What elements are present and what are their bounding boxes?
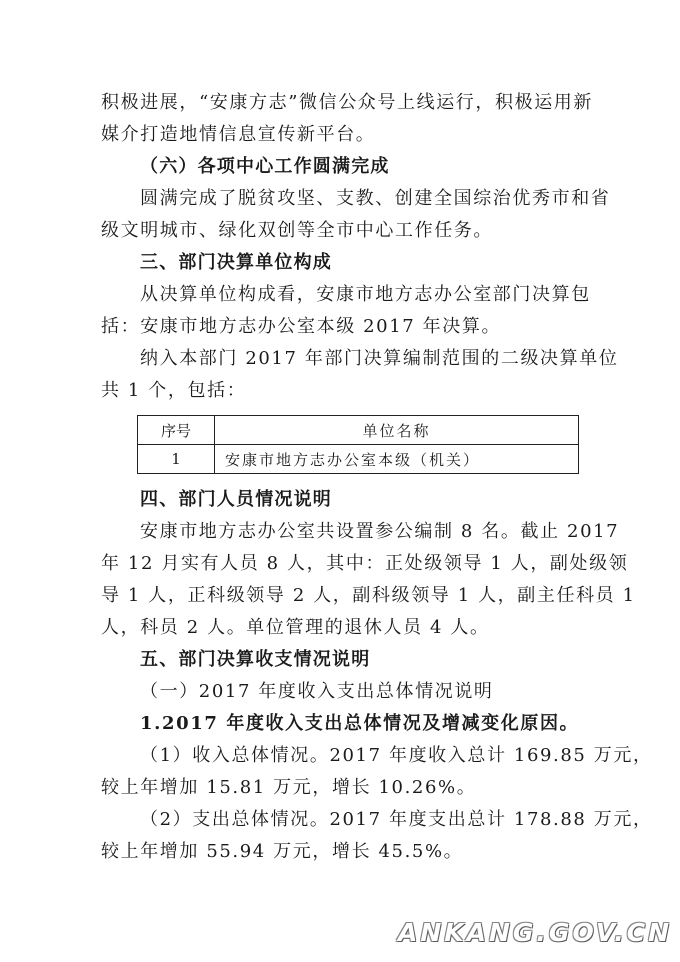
paragraph-line: 导 1 人，正科级领导 2 人，副科级领导 1 人，副主任科员 1	[101, 585, 636, 606]
paragraph-line: 从决算单位构成看，安康市地方志办公室部门决算包	[140, 284, 591, 305]
section-heading: 五、部门决算收支情况说明	[140, 649, 371, 670]
paragraph-line: 媒介打造地情信息宣传新平台。	[101, 124, 376, 145]
subsection-title: 1.2017 年度收入支出总体情况及增减变化原因。	[140, 713, 580, 734]
paragraph-line: 圆满完成了脱贫攻坚、支教、创建全国综治优秀市和省	[140, 188, 611, 209]
paragraph-line: 纳入本部门 2017 年部门决算编制范围的二级决算单位	[140, 348, 619, 369]
cell-unit-name: 安康市地方志办公室本级（机关）	[215, 445, 579, 474]
section-heading: （六）各项中心工作圆满完成	[140, 156, 390, 177]
paragraph-line: 较上年增加 15.81 万元，增长 10.26%。	[101, 777, 477, 798]
paragraph-line: 共 1 个，包括：	[101, 380, 247, 401]
paragraph-line: （2）支出总体情况。2017 年度支出总计 178.88 万元，	[140, 809, 653, 830]
units-table	[137, 415, 579, 474]
cell-serial: 1	[138, 445, 215, 474]
paragraph-line: 人，科员 2 人。单位管理的退休人员 4 人。	[101, 617, 490, 638]
paragraph-line: 较上年增加 55.94 万元，增长 45.5%。	[101, 841, 464, 862]
section-heading: 三、部门决算单位构成	[140, 252, 332, 273]
paragraph-line: 括：安康市地方志办公室本级 2017 年决算。	[101, 316, 502, 337]
section-heading: 四、部门人员情况说明	[140, 489, 332, 510]
header-unit-name: 单位名称	[215, 416, 579, 445]
table-header-row	[138, 416, 579, 445]
header-serial: 序号	[138, 416, 215, 445]
paragraph-line: 积极进展，“安康方志”微信公众号上线运行，积极运用新	[101, 92, 594, 113]
subsection-heading: （一）2017 年度收入支出总体情况说明	[140, 681, 494, 702]
paragraph-line: 安康市地方志办公室共设置参公编制 8 名。截止 2017	[140, 521, 620, 542]
paragraph-line: 级文明城市、绿化双创等全市中心工作任务。	[101, 220, 493, 241]
table-row	[138, 445, 579, 474]
site-watermark: ANKANG.GOV.CN	[398, 918, 673, 947]
paragraph-line: 年 12 月实有人员 8 人，其中：正处级领导 1 人，副处级领	[101, 553, 629, 574]
paragraph-line: （1）收入总体情况。2017 年度收入总计 169.85 万元，	[140, 745, 653, 766]
